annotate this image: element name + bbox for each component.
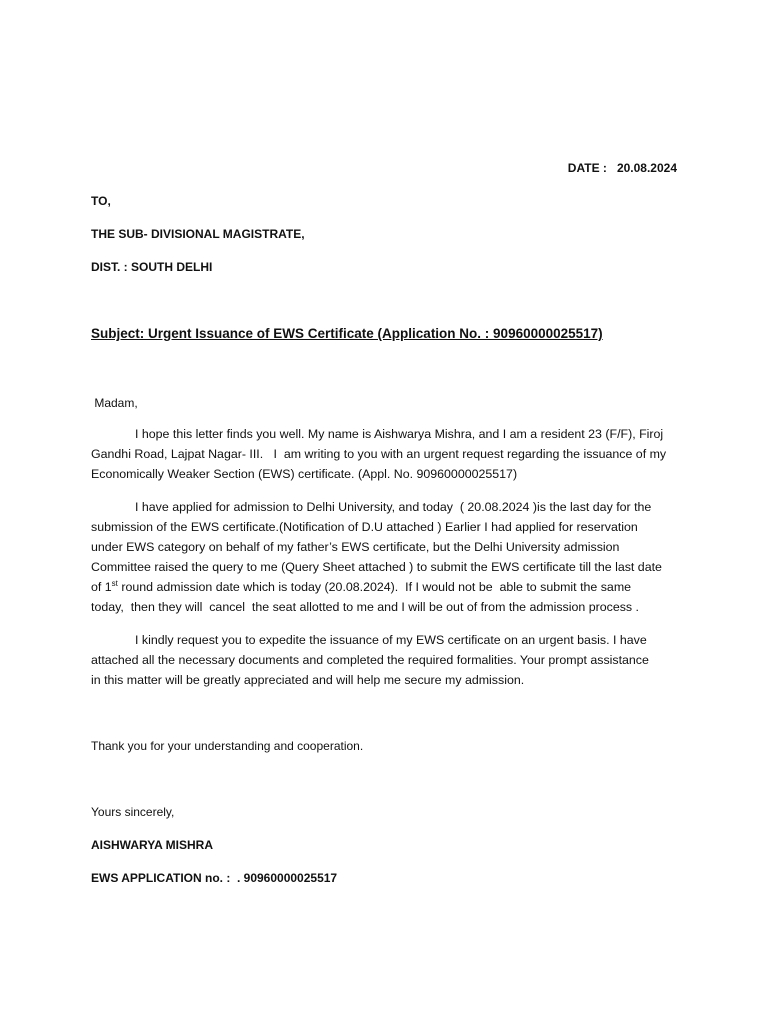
paragraph-1-line: Gandhi Road, Lajpat Nagar- III. I am writing to you with an urgent request regarding the issuance of my [91,447,667,461]
paragraph-1-line: I hope this letter finds you well. My name is Aishwarya Mishra, and I am a resident 23 (F/F), Firoj [135,427,664,441]
paragraph-2-line: Committee raised the query to me (Query Sheet attached ) to submit the EWS certificate till the last date [91,560,662,574]
application-number-line: EWS APPLICATION no. : . 90960000025517 [91,871,338,885]
recipient-district: DIST. : SOUTH DELHI [91,260,213,274]
paragraph-3-line: I kindly request you to expedite the issuance of my EWS certificate on an urgent basis. I have [135,633,647,647]
paragraph-1 [91,424,681,484]
paragraph-1-line: Economically Weaker Section (EWS) certificate. (Appl. No. 90960000025517) [91,467,518,481]
signatory-name: AISHWARYA MISHRA [91,838,214,852]
paragraph-3-line: in this matter will be greatly appreciated and will help me secure my admission. [91,673,525,687]
paragraph-2-line: under EWS category on behalf of my father’s EWS certificate, but the Delhi University admission [91,540,620,554]
paragraph-2-line: submission of the EWS certificate.(Notification of D.U attached ) Earlier I had applied for reservation [91,520,638,534]
date-line [568,160,677,176]
paragraph-2-line: I have applied for admission to Delhi University, and today ( 20.08.2024 )is the last day for the [135,500,652,514]
recipient-title: THE SUB- DIVISIONAL MAGISTRATE, [91,227,305,241]
to-line: TO, [91,194,111,208]
subject-line: Subject: Urgent Issuance of EWS Certificate (Application No. : 90960000025517) [91,326,603,341]
paragraph-2-line [91,577,681,597]
paragraph-3 [91,630,681,690]
date-value: 20.08.2024 [616,161,677,175]
paragraph-2-line: today, then they will cancel the seat allotted to me and I will be out of from the admission process . [91,600,639,614]
closing-line: Yours sincerely, [91,805,175,819]
paragraph-2 [91,497,681,617]
date-label: DATE : [567,161,607,175]
ordinal-prefix: of 1 [91,580,112,594]
salutation: Madam, [91,396,138,410]
paragraph-2-line-rest: round admission date which is today (20.08.2024). If I would not be able to submit the same [117,580,632,594]
thanks-line: Thank you for your understanding and cooperation. [91,739,364,753]
paragraph-3-line: attached all the necessary documents and completed the required formalities. Your prompt assistance [91,653,649,667]
ordinal-suffix: st [111,578,118,588]
